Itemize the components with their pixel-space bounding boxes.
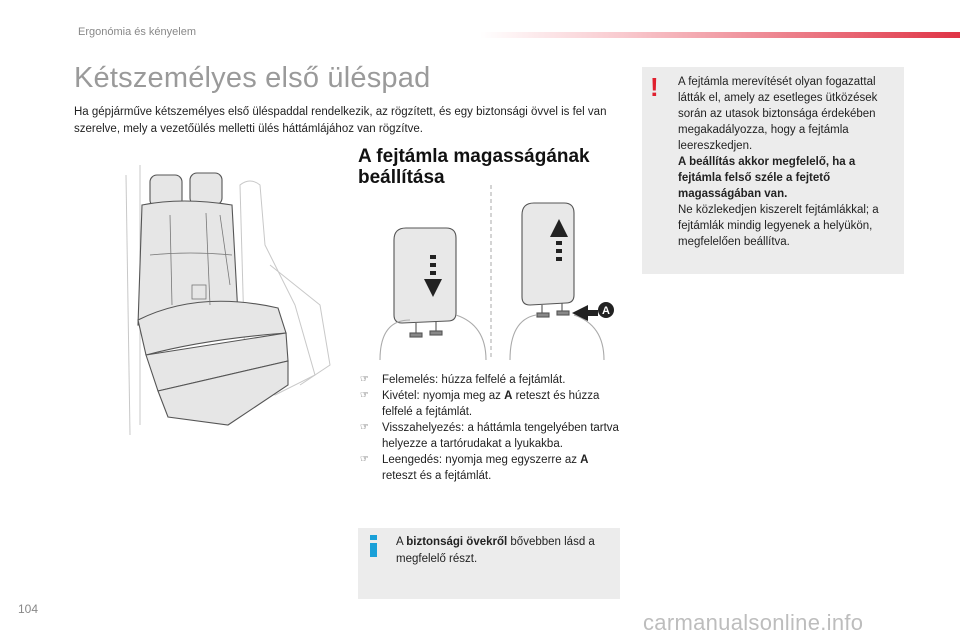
section-subheading: A fejtámla magasságának beállítása — [358, 146, 590, 188]
pointer-icon: ☞ — [360, 374, 369, 385]
intro-paragraph: Ha gépjárműve kétszemélyes első üléspaddal rendelkezik, az rögzített, és egy biztonsági övvel is fel van szerelve, mely a vezetőülés melletti ülés háttámlájához van rögzítve. — [74, 106, 607, 135]
list-item: ☞ Visszahelyezés: a háttámla tengelyében tartva helyezze a tartórudakat a lyukakba. — [360, 422, 619, 450]
info-text: A biztonsági övekről bővebben lásd a megfelelő részt. — [396, 536, 595, 565]
warning-text: A fejtámla merevítését olyan fogazattal látták el, amely az esetleges ütközések során az utasok biztonsága érdekében megakadályozza, hogy a fejtámla leereszkedjen. A beállítás akkor megfelelő, ha a fejtámla felső széle a fejtető magasságában van. Ne közlekedjen kiszerelt fejtámlákkal; a fejtámlák mindig legyenek a helyükön, megfelelően beállítva. — [678, 76, 879, 248]
bench-seat-illustration — [110, 155, 340, 445]
pointer-icon: ☞ — [360, 422, 369, 433]
watermark: carmanualsonline.info — [643, 610, 864, 635]
header-accent-bar — [480, 32, 960, 38]
info-icon — [369, 535, 378, 557]
pointer-icon: ☞ — [360, 454, 369, 465]
list-item: ☞ Leengedés: nyomja meg egyszerre az A reteszt és a fejtámlát. — [360, 454, 589, 482]
list-item: ☞ Kivétel: nyomja meg az A reteszt és húzza felfelé a fejtámlát. — [360, 390, 600, 418]
page-number: 104 — [18, 602, 39, 616]
section-header: Ergonómia és kényelem — [78, 26, 197, 38]
instruction-list — [358, 372, 623, 484]
list-item: ☞ Felemelés: húzza felfelé a fejtámlát. — [360, 374, 566, 386]
headrest-adjustment-illustration — [370, 185, 620, 360]
pointer-icon: ☞ — [360, 390, 369, 401]
latch-arrow-icon — [572, 302, 614, 321]
page-title: Kétszemélyes első üléspad — [74, 62, 431, 94]
exclamation-icon: ! — [650, 72, 659, 102]
latch-label: A — [602, 305, 610, 317]
